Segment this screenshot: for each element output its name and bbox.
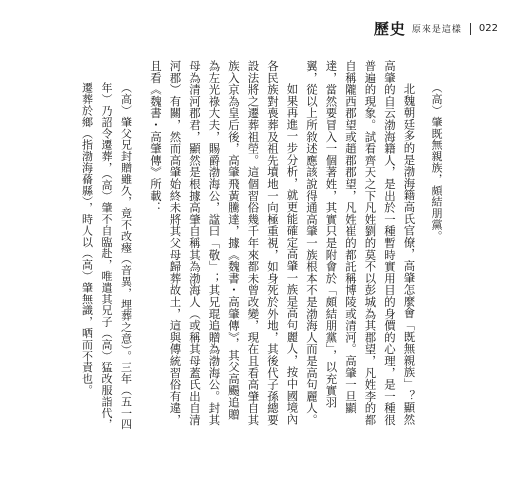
vertical-text-body (77, 60, 446, 430)
running-title: 歷史 (373, 20, 406, 38)
body-paragraph: 北魏朝廷多的是渤海籍高氏官僚，高肇怎麼會「既無親族」？顯然高肇的自云渤海籍人，是出於一種暫時實用目的身價的心理，是一種很普遍的現象。試看齊天之下凡姓劉的莫不以彭城為其郡望，凡姓李的都自稱隴西郡望或趙郡郡望，凡姓崔的都託稱博陵或清河。高肇一旦顯達，當然要冒入一個著姓，其實只是附會於「頗結朋黨」，以充實羽翼，從以上所敘述應該說得通高肇一族根本不是渤海人而是高句麗人。 (305, 60, 417, 426)
block-quote: （高）肇父兄封贈雖久，竟不改瘞（音異，埋葬之意）。三年（五一四年）乃詔令遷葬，（高）肇不自臨赴，唯遣其兄子（高）猛改服詣代，遷葬於鄉（指渤海蓨縣），時人以（高）肇無識，哂而不責也。 (80, 82, 133, 430)
page-header (374, 18, 498, 39)
body-paragraph: 如果再進一步分析，就更能確定高肇一族是高句麗人，按中國境內各民族對喪葬及祖先墳地一向極重視，如身死於外地，其後代子孫總要設法將之遷葬祖塋。這個習俗幾千年來都未曾改變，現在且看高肇自其族入京為皇后後，高肇飛黃騰達，據《魏書・高肇傳》，其父高颺追贈為左光祿大夫，賜爵渤海公，諡曰「敬」；其兄琨追贈為渤海公。封其母為清河郡君，顯然是根據高肇自稱其為渤海人（或稱其母蓋氏出自清河郡）有關，然而高肇始終未將其父母歸葬故土，這與傳統習俗有違，且看《魏書・高肇傳》所載： (149, 60, 300, 426)
header-divider (470, 23, 471, 35)
running-subtitle: 原來是這樣 (411, 25, 462, 35)
page-number: 022 (478, 23, 498, 34)
block-quote: （高）肇既無親族，頗結朋黨。 (430, 82, 443, 242)
